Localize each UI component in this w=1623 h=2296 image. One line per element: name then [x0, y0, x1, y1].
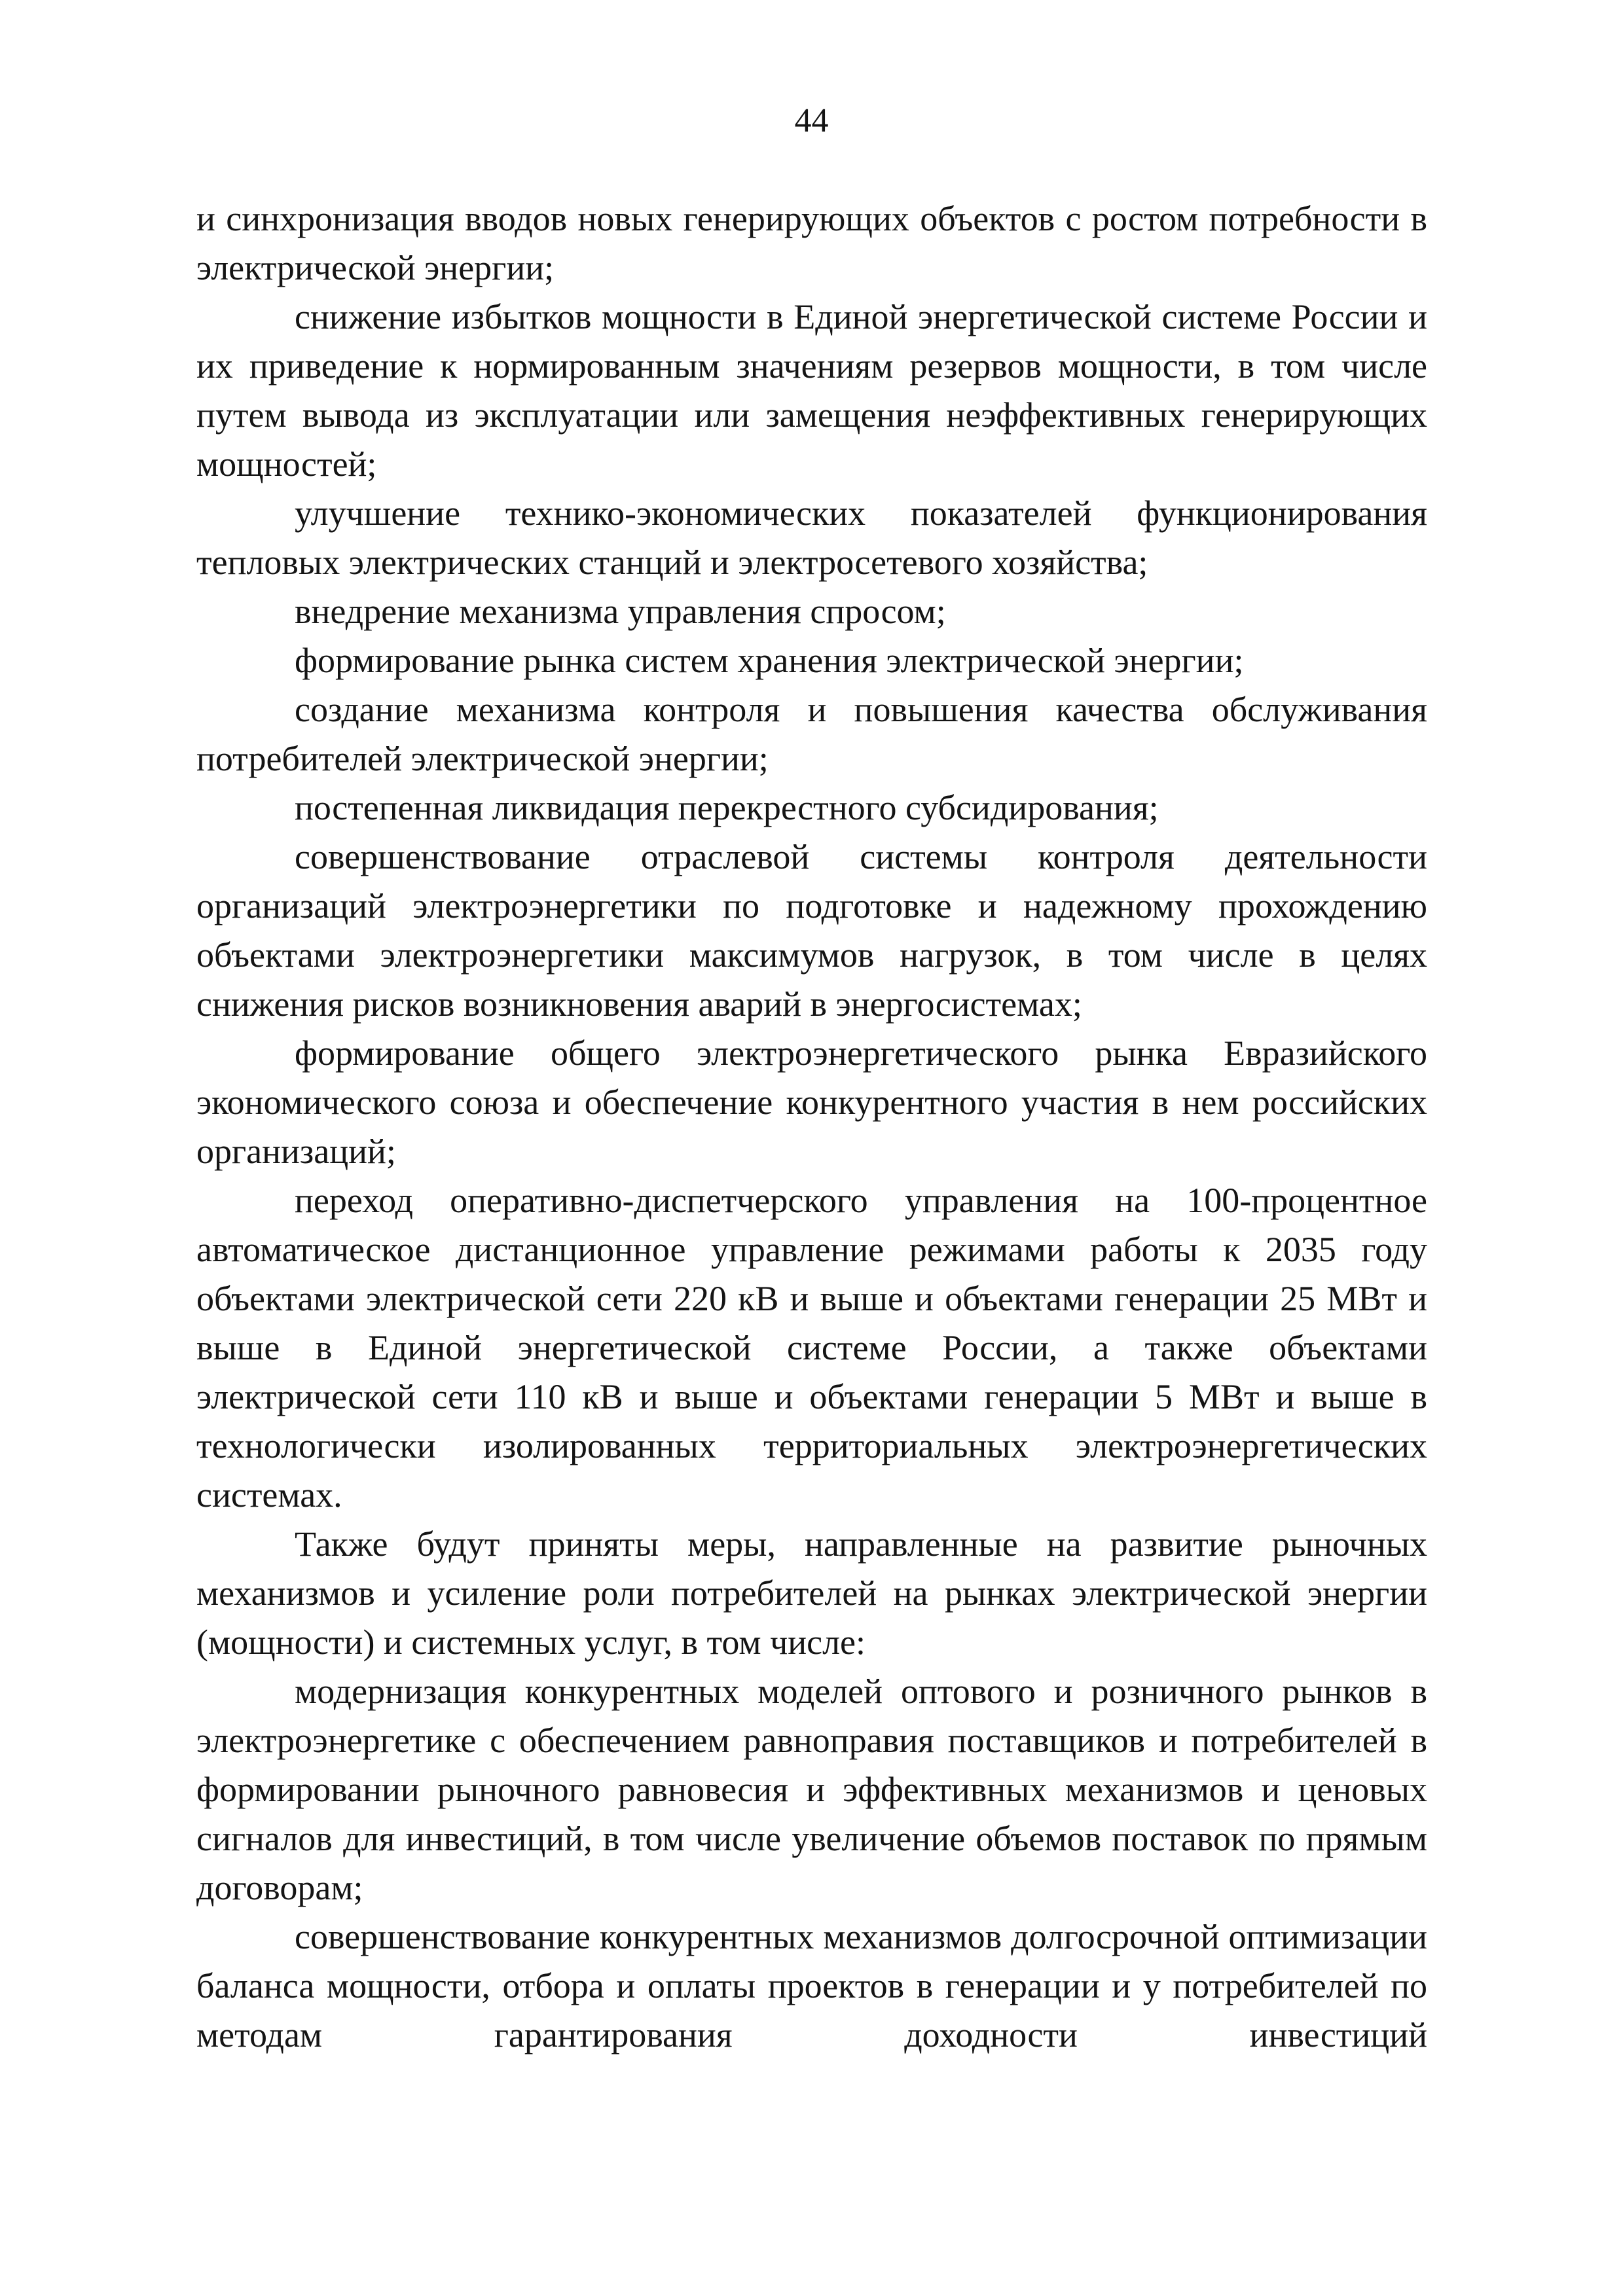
paragraph: создание механизма контроля и повышения качества обслуживания потребителей электрической энергии;: [196, 690, 1427, 778]
document-body: [196, 194, 1427, 2060]
paragraph: формирование рынка систем хранения электрической энергии;: [295, 641, 1244, 680]
paragraph: модернизация конкурентных моделей оптового и розничного рынков в электроэнергетике с обеспечением равноправия поставщиков и потребителей в формировании рыночного равновесия и эффективных механизмов и ценовых сигналов для инвестиций, в том числе увеличение объемов поставок по прямым договорам;: [196, 1672, 1427, 1907]
paragraph: совершенствование отраслевой системы контроля деятельности организаций электроэнергетики по подготовке и надежному прохождению объектами электроэнергетики максимумов нагрузок, в том числе в целях снижения рисков возникновения аварий в энергосистемах;: [196, 837, 1427, 1024]
paragraph: формирование общего электроэнергетического рынка Евразийского экономического союза и обеспечение конкурентного участия в нем российских организаций;: [196, 1033, 1427, 1171]
paragraph: снижение избытков мощности в Единой энергетической системе России и их приведение к нормированным значениям резервов мощности, в том числе путем вывода из эксплуатации или замещения неэффективных генерирующих мощностей;: [196, 297, 1427, 484]
paragraph: улучшение технико-экономических показателей функционирования тепловых электрических станций и электросетевого хозяйства;: [196, 493, 1427, 582]
paragraph: Также будут приняты меры, направленные на развитие рыночных механизмов и усиление роли потребителей на рынках электрической энергии (мощности) и системных услуг, в том числе:: [196, 1524, 1427, 1662]
page-number: 44: [794, 102, 829, 139]
paragraph: внедрение механизма управления спросом;: [295, 592, 946, 631]
paragraph: и синхронизация вводов новых генерирующих объектов с ростом потребности в электрической энергии;: [196, 199, 1427, 287]
paragraph: переход оперативно-диспетчерского управления на 100-процентное автоматическое дистанционное управление режимами работы к 2035 году объектами электрической сети 220 кВ и выше и объектами генерации 25 МВт и выше в Единой энергетической системе России, а также объектами электрической сети 110 кВ и выше и объектами генерации 5 МВт и выше в технологически изолированных территориальных электроэнергетических системах.: [196, 1181, 1427, 1515]
paragraph: совершенствование конкурентных механизмов долгосрочной оптимизации баланса мощности, отбора и оплаты проектов в генерации и у потребителей по методам гарантирования доходности инвестиций: [196, 1917, 1427, 2054]
paragraph: постепенная ликвидация перекрестного субсидирования;: [295, 788, 1159, 827]
